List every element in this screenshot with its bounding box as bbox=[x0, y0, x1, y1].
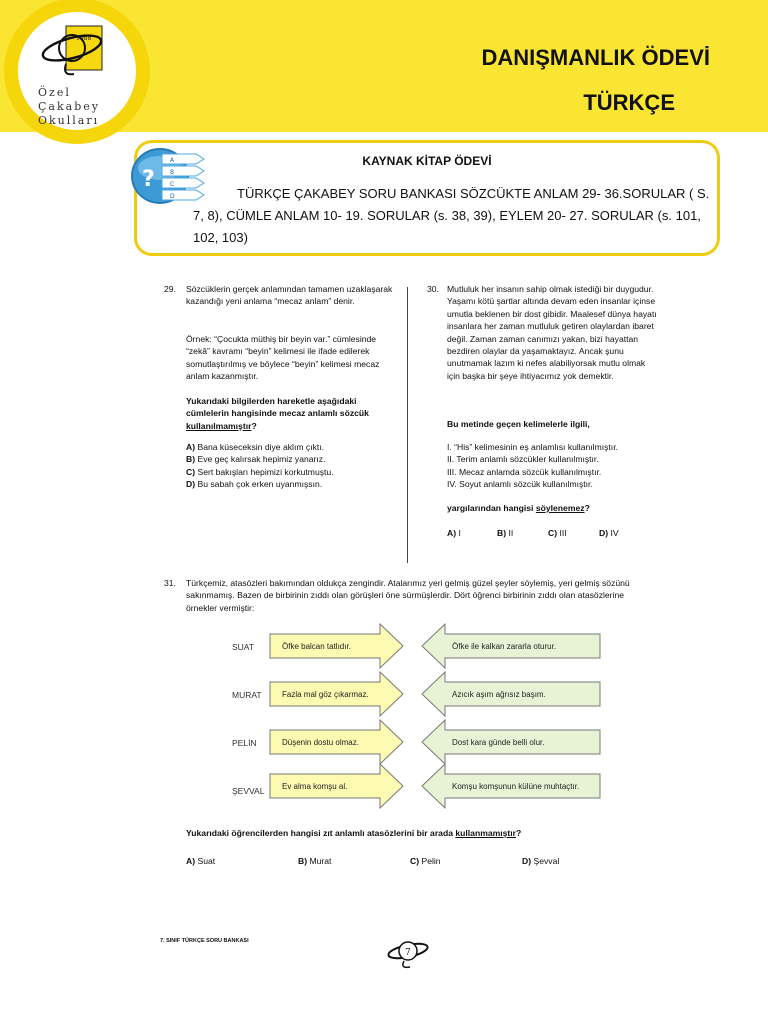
q31-option-a[interactable]: A) Suat bbox=[186, 856, 216, 866]
q30-statement-2: II. Terim anlamlı sözcükler kullanılmıştır. bbox=[447, 454, 599, 465]
q29-option-d[interactable]: D) Bu sabah çok erken uyanmışsın. bbox=[186, 479, 323, 490]
student-name-sevval: ŞEVVAL bbox=[232, 786, 265, 796]
page-subject: TÜRKÇE bbox=[583, 90, 675, 115]
q30-statement-1: I. “His” kelimesinin eş anlamlısı kullanılmıştır. bbox=[447, 442, 618, 452]
assignment-text: TÜRKÇE ÇAKABEY SORU BANKASI SÖZCÜKTE ANLAM 29- 36.SORULAR ( S. 7, 8), CÜMLE ANLAM 10- 19. SORULAR (s. 38, 39), EYLEM 20- 27. SORULAR (s. 101, 102, 103) bbox=[193, 186, 710, 245]
q29-option-b[interactable]: B) Eve geç kalırsak hepimiz yanarız. bbox=[186, 454, 326, 465]
proverb-row-suat bbox=[232, 624, 600, 668]
proverb-right-sevval: Komşu komşunun külüne muhtaçtır. bbox=[452, 782, 580, 791]
logo-year: 1988 bbox=[76, 35, 92, 42]
proverb-left-murat: Fazla mal göz çıkarmaz. bbox=[282, 690, 369, 699]
icon-letter-b: B bbox=[170, 169, 175, 176]
student-name-suat: SUAT bbox=[232, 642, 255, 652]
assignment-title: KAYNAK KİTAP ÖDEVİ bbox=[362, 154, 492, 168]
q29-intro: Sözcüklerin gerçek anlamından tamamen uzaklaşarak kazandığı yeni anlama “mecaz anlam” denir. bbox=[186, 284, 393, 307]
q31-option-c[interactable]: C) Pelin bbox=[410, 856, 441, 866]
q29-option-a[interactable]: A) Bana küseceksin diye aklım çıktı. bbox=[186, 442, 325, 452]
column-divider bbox=[407, 287, 408, 563]
proverb-left-suat: Öfke balcan tatlıdır. bbox=[282, 642, 351, 651]
q29-options bbox=[186, 441, 401, 491]
proverb-diagram bbox=[220, 620, 620, 810]
q29-question-end: ? bbox=[251, 420, 257, 431]
school-logo bbox=[4, 0, 150, 144]
q30-option-a[interactable]: A) I bbox=[447, 528, 461, 538]
q31-question: Yukarıdaki öğrencilerden hangisi zıt anlamlı atasözlerini bir arada kullanmamıştır? bbox=[186, 828, 522, 838]
q31-number: 31. bbox=[164, 578, 176, 588]
q29-question-underlined: kullanılmamıştır bbox=[186, 420, 252, 431]
q30-statement-4: IV. Soyut anlamlı sözcük kullanılmıştır. bbox=[447, 479, 593, 490]
q30-lead: Bu metinde geçen kelimelerle ilgili, bbox=[447, 419, 590, 429]
page-title: DANIŞMANLIK ÖDEVİ bbox=[481, 45, 710, 70]
proverb-right-suat: Öfke ile kalkan zararla oturur. bbox=[452, 642, 557, 651]
icon-letter-a: A bbox=[170, 157, 175, 164]
q30-statement-3: III. Mecaz anlamda sözcük kullanılmıştır. bbox=[447, 466, 602, 477]
q31-option-d[interactable]: D) Şevval bbox=[522, 856, 560, 866]
proverb-row-murat bbox=[232, 672, 600, 716]
proverb-right-pelin: Dost kara günde belli olur. bbox=[452, 738, 545, 747]
svg-text:?: ? bbox=[142, 167, 155, 192]
q31-option-b[interactable]: B) Murat bbox=[298, 856, 332, 866]
q30-passage: Mutluluk her insanın sahip olmak istediği bir duygudur. Yaşamı kötü şartlar altında devam eden insanlar içinse umutla beklenen bir dost gibidir. Maalesef dünya hayatı insanlara her zaman mutluluk getiren olaylardan ibaret değil. Zaman zaman canımızı yakan, bizi hayattan bezdiren olaylar da yaşamaktayız. Ancak şunu unutmamak lazım ki nefes alabiliyorsak mutlu olmak için başka bir şeye ihtiyacımız yok demektir. bbox=[447, 284, 657, 381]
q30-option-b[interactable]: B) II bbox=[497, 528, 514, 538]
proverb-left-sevval: Ev alma komşu al. bbox=[282, 782, 348, 791]
logo-line-1: Özel bbox=[38, 86, 71, 99]
page-number: 7 bbox=[405, 948, 411, 958]
q29-example: Örnek: “Çocukta müthiş bir beyin var.” cümlesinde “zekâ” kavramı “beyin” kelimesi ile ifade edilerek somutlaştırılmış ve böylece “beyin” kelimesi mecaz anlam kazanmıştır. bbox=[186, 334, 380, 382]
student-name-murat: MURAT bbox=[232, 690, 262, 700]
q29-question-main: Yukarıdaki bilgilerden hareketle aşağıdaki cümlelerin hangisinde mecaz anlamlı sözcük bbox=[186, 396, 369, 419]
q30-number: 30. bbox=[427, 284, 439, 294]
proverb-right-murat: Azıcık aşım ağrısız başım. bbox=[452, 690, 546, 699]
footer-book-title: 7. SINIF TÜRKÇE SORU BANKASI bbox=[160, 938, 249, 944]
q31-intro: Türkçemiz, atasözleri bakımından oldukça zengindir. Atalarımız yeri gelmiş güzel şeyler söylemiş, yeri gelmiş sözünü sakınmamış. Bazen de birbirinin zıddı olan görüşleri öne sürmüşlerdir. Dört öğrenci birbirinin zıddı olan atasözlerine örnekler vermiştir: bbox=[186, 578, 630, 613]
page-number-emblem bbox=[384, 936, 434, 972]
q29-option-c[interactable]: C) Sert bakışları hepimizi korkutmuştu. bbox=[186, 466, 334, 477]
logo-emblem-icon bbox=[18, 12, 136, 130]
proverb-left-pelin: Düşenin dostu olmaz. bbox=[282, 738, 359, 747]
icon-letter-d: D bbox=[170, 193, 175, 200]
q30-question: yargılarından hangisi söylenemez? bbox=[447, 503, 590, 513]
icon-letter-c: C bbox=[170, 181, 175, 188]
q29-number: 29. bbox=[164, 284, 176, 294]
q30-option-c[interactable]: C) III bbox=[548, 528, 567, 538]
logo-line-2: Çakabey bbox=[38, 100, 100, 113]
logo-line-3: Okulları bbox=[38, 114, 100, 127]
student-name-pelin: PELİN bbox=[232, 738, 257, 748]
q30-statements bbox=[447, 441, 677, 491]
q29-question bbox=[186, 395, 401, 432]
proverb-row-sevval bbox=[232, 764, 600, 808]
q30-option-d[interactable]: D) IV bbox=[599, 528, 619, 538]
proverb-row-pelin bbox=[232, 720, 600, 764]
